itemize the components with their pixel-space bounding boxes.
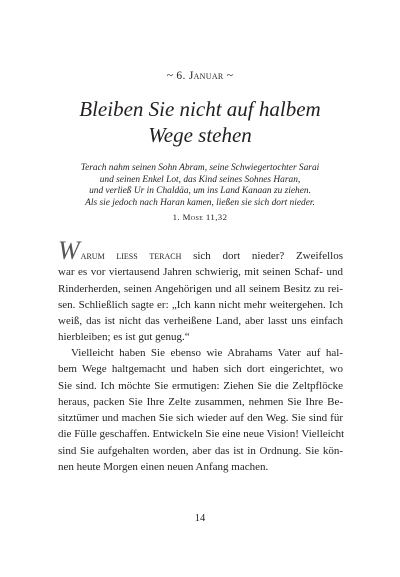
body-line: sind Sie aufgehalten worden, aber das ist in Ordnung. Sie kön-: [58, 444, 343, 457]
paragraph-2: [58, 345, 343, 475]
body-line: sen. Schließlich sagte er: „Ich kann nicht mehr weitergehen. Ich: [58, 298, 343, 311]
body-line: Vielleicht haben Sie ebenso wie Abrahams Vater auf hal-: [71, 347, 343, 359]
title-line-2: Wege stehen: [148, 123, 252, 147]
first-line-text: sich dort nieder? Zweifellos: [181, 250, 343, 262]
body-line: Rinderherden, seinen Angehörigen und all seinem Besitz zu rei-: [58, 282, 343, 295]
body-line: nen heute Morgen einen neuen Anfang machen.: [58, 461, 269, 474]
quote-line: und verließ Ur in Chaldäa, um ins Land Kanaan zu ziehen.: [89, 186, 311, 197]
body-line: weiß, das ist nicht das verheißene Land, aber lasst uns einfach: [58, 315, 343, 328]
page-title: [0, 96, 400, 148]
quote-line: Als sie jedoch nach Haran kamen, ließen sie sich dort nieder.: [85, 197, 315, 208]
lead-in-small-caps: arum liess terach: [80, 250, 182, 262]
body-line: Sie sind. Ich möchte Sie ermutigen: Ziehen Sie die Zeltpflöcke: [58, 379, 343, 392]
page-number: 14: [194, 513, 206, 524]
date-month: Januar: [188, 70, 224, 82]
body-line: hierbleiben; es ist gut genug.“: [58, 331, 190, 344]
scripture-reference: 1. Mose 11,32: [172, 212, 228, 222]
quote-line: und seinen Enkel Lot, das Kind seines Sohnes Haran,: [99, 174, 301, 185]
date-prefix: ~ 6.: [166, 70, 189, 82]
date-suffix: ~: [223, 70, 234, 82]
body-line: bem Wege haltgemacht und haben sich dort eingerichtet, wo: [58, 363, 343, 376]
body-line: war es vor viertausend Jahren schwierig, mit seinen Schaf- und: [58, 266, 343, 279]
paragraph-1-first-line: [58, 236, 343, 265]
title-line-1: Bleiben Sie nicht auf halbem: [79, 97, 321, 121]
paragraph-1: [58, 236, 343, 346]
devotional-date: [0, 70, 400, 82]
body-line: die Fülle geschaffen. Entwickeln Sie eine neue Vision! Vielleicht: [58, 428, 345, 441]
drop-cap: W: [58, 236, 80, 265]
scripture-quote: [0, 163, 400, 209]
body-line: sitztümer und machen Sie sich wieder auf den Weg. Sie sind für: [58, 412, 343, 425]
body-line: heraus, packen Sie Ihre Zelte zusammen, nehmen Sie Ihre Be-: [58, 395, 343, 408]
quote-line: Terach nahm seinen Sohn Abram, seine Schwiegertochter Sarai: [80, 163, 320, 173]
